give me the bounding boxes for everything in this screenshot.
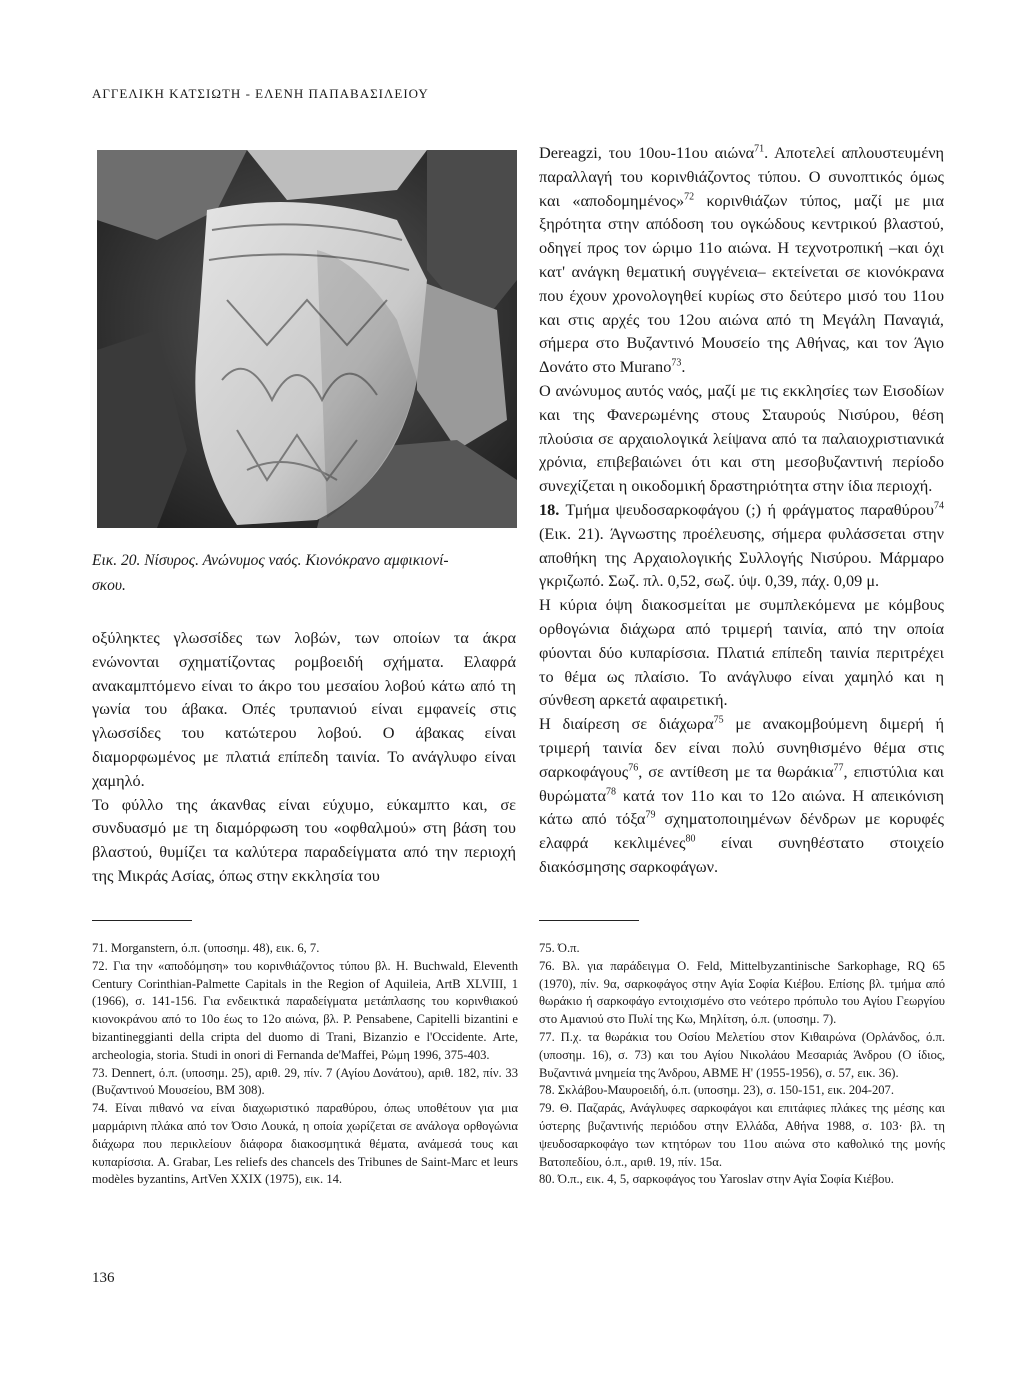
text: κατά τον 11ο και το 12ο αιώνα. Η απεικόνιση κάτω από τόξα (539, 785, 944, 829)
footnote: 72. Για την «αποδόμηση» του κορινθιάζοντος τύπου βλ. H. Buchwald, Eleventh Century Corinthian-Palmette Capitals in the Region of Aquileia, ArtB XLVIII, 1 (1966), σ. 141-156. Για ενδεικτικά παραδείγματα μετάπλασης του κορινθιακού κιονοκράνου από το 10ο έως το 12ο αιώνα, βλ. P. Pensabene, Capitelli bizantini e bizantineggianti della cripta del duomo di Trani, Bizanzio e l'Occidente. Arte, archeologia, storia. Studi in onori di Fernanda de'Maffei, Ρώμη 1996, 375-403. (92, 958, 518, 1062)
footnote-ref[interactable]: 73 (671, 357, 682, 369)
text: είναι συνηθέστατο στοιχείο διακόσμησης σαρκοφάγων. (539, 833, 944, 876)
footnote-ref[interactable]: 71 (754, 143, 765, 155)
text: . (681, 357, 686, 377)
body-paragraph: οξύληκτες γλωσσίδες των λοβών, των οποίων τα άκρα ενώνονται σχηματίζοντας ρομβοειδή σχήματα. Ελαφρά ανακαμπτόμενο είναι το άκρο του μεσαίου λοβού κάτω από τη γωνία του άβακα. Οπές τρυπανιού είναι εμφανείς στις γλωσσίδες του κατώτερου λοβού. Ο άβακας είναι διαμορφωμένος με πλατιά επίπεδη ταινία. Το ανάγλυφο είναι χαμηλό. (92, 628, 516, 790)
footnote: 79. Θ. Παζαράς, Ανάγλυφες σαρκοφάγοι και επιτάφιες πλάκες της μέσης και ύστερης βυζαντινής περιόδου στην Ελλάδα, Αθήνα 1988, σ. 103· βλ. τη ψευδοσαρκοφάγο των κτητόρων του 11ου αιώνα στο καθολικό της μονής Βατοπεδίου, ό.π., αριθ. 19, πίν. 15α. (539, 1101, 945, 1169)
text: , επιστύλια και θυρώματα (539, 761, 945, 805)
footnote: 71. Morganstern, ό.π. (υποσημ. 48), εικ. 6, 7. (92, 941, 320, 955)
footnote: 73. Dennert, ό.π. (υποσημ. 25), αριθ. 29, πίν. 7 (Αγίου Δονάτου), αριθ. 182, πίν. 33 (Βυζαντινού Μουσείου, BM 308). (92, 1065, 518, 1098)
footnote: 76. Βλ. για παράδειγμα O. Feld, Mittelbyzantinische Sarkophage, RQ 65 (1970), πίν. 9α, σαρκοφάγος στην Αγία Σοφία Κιέβου. Επίσης βλ. τμήμα από θωράκιο ή σαρκοφάγο εντοιχισμένο στο νεότερο πρόπυλο του Αγίου Γεωργίου στο Αμανιού στο Πυλί της Κω, Μηλίτση, ό.π. (υποσημ. 7). (539, 958, 945, 1027)
footnote: 74. Είναι πιθανό να είναι διαχωριστικό παραθύρου, όπως υποθέτουν για μια μαρμάρινη πλάκα από τον Όσιο Λουκά, η οποία χωρίζεται σε ανάλογα ορθογώνια διάχωρα που περικλείουν διάφορα διακοσμητικά θέματα, ανάμεσά τους και κυπαρίσσια. A. Grabar, Les reliefs des chancels des Tribunes de Saint-Marc et leurs modèles byzantins, ArtVen XXIX (1975), εικ. 14. (92, 1101, 518, 1187)
left-column (92, 626, 516, 888)
text: Dereagzi, του 10ου-11ου αιώνα (539, 143, 755, 162)
text: , σε αντίθεση με τα θωράκια (638, 761, 834, 781)
footnote-ref[interactable]: 72 (684, 191, 695, 203)
footnote-ref[interactable]: 76 (628, 762, 639, 774)
footnote-rule (92, 920, 192, 921)
right-column (539, 141, 944, 879)
footnote-rule (539, 920, 639, 921)
body-paragraph: Η κύρια όψη διακοσμείται με συμπλεκόμενα με κόμβους ορθογώνια διάχωρα από τριμερή ταινία, από την οποία φύονται δύο κυπαρίσσια. Πλατιά επίπεδη ταινία περιτρέχει το θέμα ως πλαίσιο. Το ανάγλυφο είναι χαμηλό και η σύνθεση αρκετά αφαιρετική. (539, 595, 944, 710)
running-header: ΑΓΓΕΛΙΚΗ ΚΑΤΣΙΩΤΗ - ΕΛΕΝΗ ΠΑΠΑΒΑΣΙΛΕΙΟΥ (92, 86, 429, 101)
page-number: 136 (92, 1270, 115, 1286)
text: Η διαίρεση σε διάχωρα (539, 714, 714, 734)
footnote-ref[interactable]: 79 (645, 809, 656, 821)
body-paragraph (539, 141, 944, 379)
footnote: 77. Π.χ. τα θωράκια του Οσίου Μελετίου στον Κιθαιρώνα (Ορλάνδος, ό.π. (υποσημ. 16), σ. 73) και του Αγίου Νικολάου Μεσαριάς Άνδρου (Ο ίδιος, Βυζαντινά μνημεία της Άνδρου, ΑΒΜΕ Η' (1955-1956), σ. 57, εικ. 36). (539, 1029, 945, 1080)
figure-photo-capital (97, 150, 517, 528)
body-paragraph: Ο ανώνυμος αυτός ναός, μαζί με τις εκκλησίες των Εισοδίων και της Φανερωμένης στους Σταυρούς Νισύρου, θέση πλούσια σε αρχαιολογικά λείψανα από τα παλαιοχριστιανικά χρόνια, επιβεβαιώνει ότι και στη μεσοβυζαντινή περίοδο συνεχίζεται η οικοδομική δραστηριότητα στην ίδια περιοχή. (539, 380, 944, 496)
entry-number: 18. (539, 499, 560, 519)
footnotes-left (92, 940, 518, 1189)
footnote-ref[interactable]: 74 (934, 500, 944, 512)
footnote-ref[interactable]: 77 (833, 762, 844, 774)
body-paragraph (539, 712, 944, 879)
figure-caption (92, 548, 522, 598)
footnote-ref[interactable]: 78 (606, 786, 617, 798)
body-paragraph: Το φύλλο της άκανθας είναι εύχυμο, εύκαμπτο και, σε συνδυασμό με τη διαμόρφωση του «οφθαλμού» στη βάση του βλαστού, θυμίζει τα καλύτερα παραδείγματα από την περιοχή της Μικράς Ασίας, όπως στην εκκλησία του (92, 794, 516, 885)
caption-line: Εικ. 20. Νίσυρος. Ανώνυμος ναός. Κιονόκρανο αμφικιονί- (92, 552, 449, 569)
text: σχηματοποιημένων δένδρων με κορυφές ελαφρά κεκλιμένες (539, 809, 945, 853)
text: . Αποτελεί απλουστευμένη παραλλαγή του κορινθιάζοντος τύπου. Ο συνοπτικός όμως και «αποδομημένος» (539, 143, 944, 210)
text: Τμήμα ψευδοσαρκοφάγου (;) ή φράγματος παραθύρου (559, 499, 934, 519)
text: με ανακομβούμενη διμερή ή τριμερή ταινία δεν είναι πολύ συνηθισμένο θέμα στις σαρκοφάγους (539, 714, 945, 781)
caption-line: σκου. (92, 577, 126, 594)
footnote-ref[interactable]: 75 (713, 714, 724, 726)
text: κορινθιάζων τύπος, μαζί με μια ξηρότητα στην απόδοση του ογκώδους κεντρικού βλαστού, οδηγεί προς τον ώριμο 11ο αιώνα. Η τεχνοτροπική –και όχι κατ' ανάγκη θεματική συγγένεια– εκτείνεται σε κιονόκρανα που έχουν χρονολογηθεί κυρίως στο δεύτερο μισό του 11ου και στις αρχές του 12ου αιώνα από τη Μεγάλη Παναγιά, σήμερα στο Βυζαντινό Μουσείο της Αθήνας, και τον Άγιο Δονάτο στο Murano (539, 190, 944, 377)
text: (Εικ. 21). Άγνωστης προέλευσης, σήμερα φυλάσσεται στην αποθήκη της Αρχαιολογικής Συλλογής Νισύρου. Μάρμαρο γκριζωπό. Σωζ. πλ. 0,52, σωζ. ύψ. 0,39, πάχ. 0,09 μ. (539, 523, 944, 591)
footnote: 75. Ό.π. (539, 941, 580, 955)
footnote-ref[interactable]: 80 (685, 833, 696, 845)
footnote: 78. Σκλάβου-Μαυροειδή, ό.π. (υποσημ. 23), σ. 150-151, εικ. 204-207. (539, 1083, 895, 1098)
footnote: 80. Ό.π., εικ. 4, 5, σαρκοφάγος του Yaroslav στην Αγία Σοφία Κιέβου. (539, 1172, 894, 1187)
footnotes-right (539, 940, 945, 1189)
catalogue-entry (539, 498, 944, 593)
